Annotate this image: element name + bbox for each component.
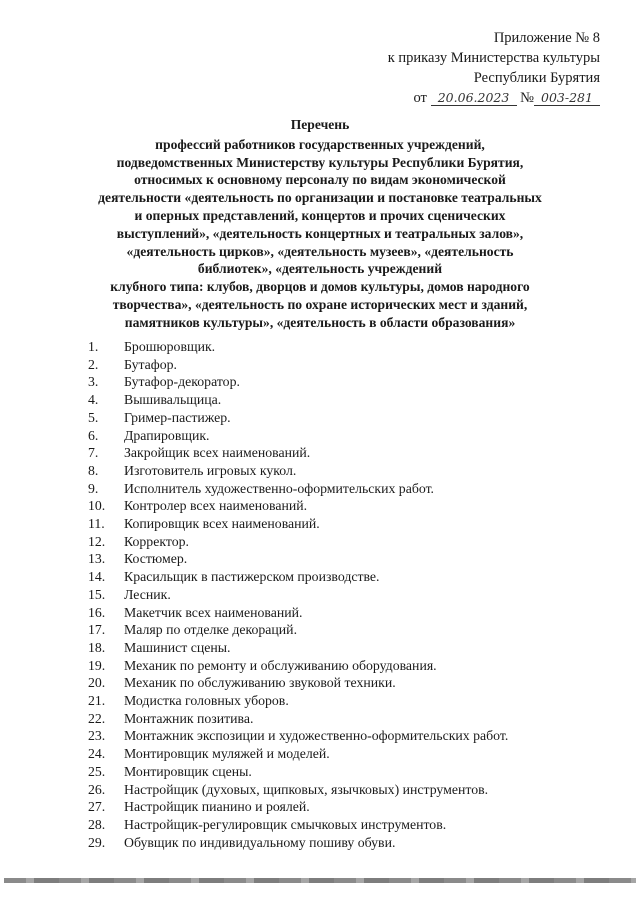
list-item-number: 3.	[88, 374, 99, 390]
list-item	[88, 515, 598, 533]
title-line: и оперных представлений, концертов и прочих сценических	[134, 207, 506, 223]
list-item	[88, 604, 598, 622]
list-item	[88, 497, 598, 515]
list-item-number: 10.	[88, 498, 106, 514]
list-item-text: Драпировщик.	[124, 427, 210, 443]
annex-number-label: №	[520, 90, 534, 106]
title-line: библиотек», «деятельность учреждений	[197, 261, 443, 277]
title-line: творчества», «деятельность по охране исторических мест и зданий,	[112, 296, 528, 312]
list-item	[88, 391, 598, 409]
list-item	[88, 462, 598, 480]
list-item-text: Настройщик (духовых, щипковых, язычковых) инструментов.	[124, 781, 489, 797]
annex-date: 20.06.2023	[431, 91, 517, 106]
list-item-text: Машинист сцены.	[124, 639, 231, 655]
list-item-number: 19.	[88, 657, 106, 673]
list-item-number: 20.	[88, 675, 106, 691]
list-item	[88, 409, 598, 427]
list-item-number: 8.	[88, 462, 99, 478]
list-item-number: 25.	[88, 763, 106, 779]
title-body	[60, 136, 580, 332]
list-item-number: 27.	[88, 799, 106, 815]
list-item-number: 22.	[88, 710, 106, 726]
title-line: относимых к основному персоналу по видам экономической	[134, 172, 506, 188]
list-item-text: Механик по ремонту и обслуживанию оборудования.	[124, 657, 437, 673]
list-item-text: Настройщик-регулировщик смычковых инструментов.	[124, 816, 447, 832]
list-item-text: Красильщик в пастижерском производстве.	[124, 569, 380, 585]
list-item-text: Модистка головных уборов.	[124, 693, 289, 709]
list-item-number: 12.	[88, 533, 106, 549]
list-item-number: 1.	[88, 339, 99, 354]
list-item	[88, 657, 598, 675]
list-item	[88, 692, 598, 710]
list-item-text: Монтажник экспозиции и художественно-оформительских работ.	[124, 728, 509, 744]
list-item	[88, 745, 598, 763]
list-item	[88, 639, 598, 657]
list-item-text: Маляр по отделке декораций.	[124, 622, 298, 638]
profession-list	[88, 338, 598, 851]
list-item-text: Бутафор-декоратор.	[124, 374, 240, 390]
list-item	[88, 444, 598, 462]
list-item	[88, 727, 598, 745]
list-item-number: 7.	[88, 445, 99, 461]
annex-number: 003-281	[534, 91, 600, 106]
list-item-number: 13.	[88, 551, 106, 567]
list-item-text: Монтажник позитива.	[124, 710, 254, 726]
list-item-text: Бутафор.	[124, 356, 177, 372]
list-item-text: Копировщик всех наименований.	[124, 516, 320, 532]
list-item-number: 9.	[88, 480, 99, 496]
list-item-number: 23.	[88, 728, 106, 744]
list-item-number: 26.	[88, 781, 106, 797]
list-item-text: Исполнитель художественно-оформительских работ.	[124, 480, 435, 496]
scan-edge-bar	[4, 878, 636, 883]
annex-line-2: к приказу Министерства культуры	[387, 50, 600, 66]
list-item	[88, 710, 598, 728]
list-item	[88, 568, 598, 586]
list-item-number: 28.	[88, 816, 106, 832]
list-item-text: Макетчик всех наименований.	[124, 604, 303, 620]
list-item	[88, 338, 598, 356]
list-item-text: Механик по обслуживанию звуковой техники.	[124, 675, 396, 691]
list-item	[88, 816, 598, 834]
list-item-text: Изготовитель игровых кукол.	[124, 462, 297, 478]
title-heading: Перечень	[290, 117, 350, 132]
list-item	[88, 674, 598, 692]
list-item-text: Лесник.	[124, 586, 171, 602]
title-line: «деятельность цирков», «деятельность музеев», «деятельность	[126, 243, 514, 259]
list-item	[88, 550, 598, 568]
annex-line-1: Приложение № 8	[493, 30, 600, 46]
list-item-text: Монтировщик муляжей и моделей.	[124, 746, 330, 762]
title-line: памятников культуры», «деятельность в области образования»	[124, 314, 516, 330]
list-item-text: Вышивальщица.	[124, 392, 222, 408]
list-item-number: 29.	[88, 834, 106, 850]
annex-date-number-row	[388, 88, 600, 108]
list-item-number: 18.	[88, 639, 106, 655]
document-title	[60, 116, 580, 332]
list-item	[88, 586, 598, 604]
list-item-text: Монтировщик сцены.	[124, 763, 252, 779]
list-item	[88, 781, 598, 799]
list-item-number: 21.	[88, 693, 106, 709]
list-item-number: 15.	[88, 586, 106, 602]
list-item-text: Обувщик по индивидуальному пошиву обуви.	[124, 834, 396, 850]
list-item	[88, 356, 598, 374]
list-item	[88, 763, 598, 781]
annex-line-3: Республики Бурятия	[473, 70, 600, 86]
list-item-number: 4.	[88, 392, 99, 408]
title-line: профессий работников государственных учреждений,	[155, 136, 485, 152]
title-line: клубного типа: клубов, дворцов и домов культуры, домов народного	[110, 279, 530, 295]
list-item-text: Гример-пастижер.	[124, 409, 231, 425]
list-item	[88, 834, 598, 852]
list-item	[88, 533, 598, 551]
list-item-text: Настройщик пианино и роялей.	[124, 799, 310, 815]
list-item-number: 14.	[88, 569, 106, 585]
list-item-text: Брошюровщик.	[124, 339, 216, 354]
list-item-text: Закройщик всех наименований.	[124, 445, 311, 461]
list-item	[88, 373, 598, 391]
list-item	[88, 427, 598, 445]
list-item-text: Костюмер.	[124, 551, 188, 567]
title-line: деятельности «деятельность по организации и постановке театральных	[98, 190, 542, 206]
annex-header	[388, 28, 600, 108]
list-item-number: 16.	[88, 604, 106, 620]
annex-from-label: от	[413, 90, 427, 106]
list-item	[88, 480, 598, 498]
title-line: подведомственных Министерству культуры Республики Бурятия,	[116, 154, 524, 170]
list-item-number: 17.	[88, 622, 106, 638]
title-line: выступлений», «деятельность концертных и театральных залов»,	[116, 225, 524, 241]
list-item-number: 5.	[88, 409, 99, 425]
list-item	[88, 621, 598, 639]
list-item-number: 11.	[88, 516, 105, 532]
list-item-number: 2.	[88, 356, 99, 372]
list-item-number: 24.	[88, 746, 106, 762]
list-item-text: Контролер всех наименований.	[124, 498, 308, 514]
list-item-text: Корректор.	[124, 533, 189, 549]
list-item-number: 6.	[88, 427, 99, 443]
list-item	[88, 798, 598, 816]
